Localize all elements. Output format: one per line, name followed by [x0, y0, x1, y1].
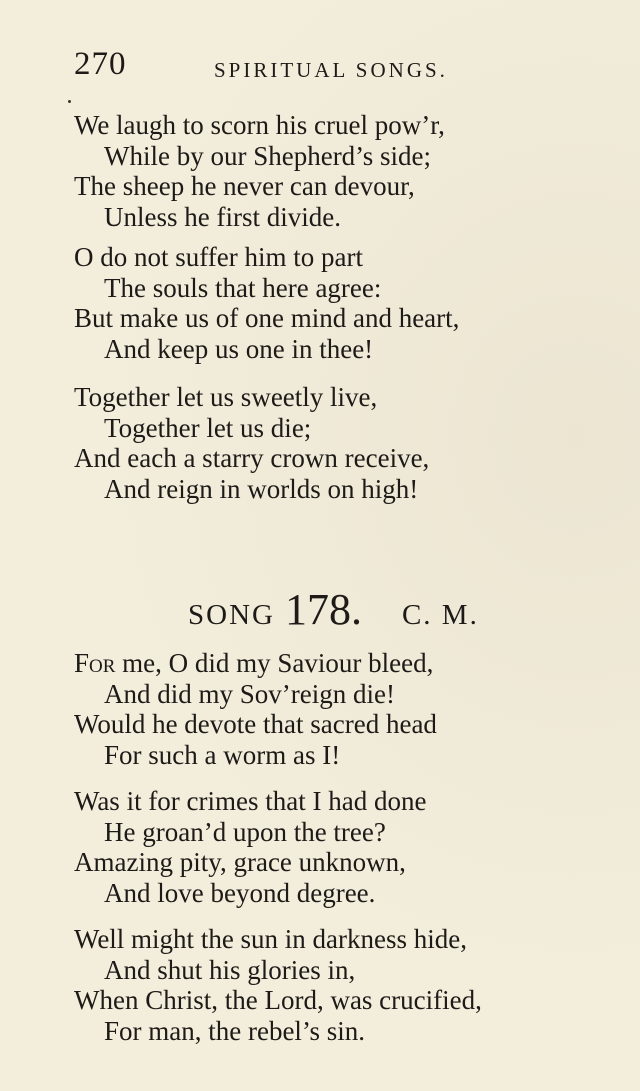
- stanza-3: [74, 382, 574, 504]
- song-meter: C. M.: [401, 599, 479, 631]
- verse-line: Unless he first divide.: [104, 201, 341, 232]
- verse-line: Together let us die;: [104, 412, 312, 443]
- ink-speck: [68, 100, 71, 103]
- verse-line: And each a starry crown receive,: [74, 443, 430, 473]
- verse-line: The sheep he never can devour,: [74, 171, 415, 201]
- verse-line: Well might the sun in darkness hide,: [74, 924, 468, 954]
- verse-line: Amazing pity, grace unknown,: [74, 847, 406, 877]
- verse-line: Together let us sweetly live,: [74, 382, 378, 412]
- song-stanza-1: [74, 648, 574, 770]
- verse-line: But make us of one mind and heart,: [74, 303, 460, 333]
- verse-line: Was it for crimes that I had done: [74, 786, 427, 816]
- verse-line: O do not suffer him to part: [74, 242, 363, 272]
- song-stanza-3: [74, 924, 574, 1046]
- verse-line: And shut his glories in,: [104, 954, 356, 985]
- verse-line: The souls that here agree:: [104, 272, 382, 303]
- verse-line: And love beyond degree.: [104, 877, 376, 908]
- song-heading: [188, 584, 528, 634]
- verse-line: For such a worm as I!: [104, 739, 341, 770]
- song-stanza-2: [74, 786, 574, 908]
- page-header: [74, 46, 554, 90]
- verse-line: And keep us one in thee!: [104, 333, 374, 364]
- verse-line: We laugh to scorn his cruel pow’r,: [74, 110, 445, 140]
- song-number: 178.: [284, 585, 362, 634]
- stanza-2: [74, 242, 574, 364]
- first-word: For: [74, 648, 116, 678]
- verse-line: Would he devote that sacred head: [74, 709, 437, 739]
- running-head: SPIRITUAL SONGS.: [214, 58, 448, 82]
- verse-line: For man, the rebel’s sin.: [104, 1015, 365, 1046]
- first-line-rest: me, O did my Saviour bleed,: [115, 648, 434, 678]
- verse-line: And did my Sov’reign die!: [104, 678, 395, 709]
- verse-line: While by our Shepherd’s side;: [104, 140, 431, 171]
- song-label: SONG: [188, 599, 275, 631]
- stanza-1: [74, 110, 574, 232]
- page-number: 270: [74, 46, 127, 82]
- verse-line: He groan’d upon the tree?: [104, 816, 386, 847]
- verse-line: When Christ, the Lord, was crucified,: [74, 985, 482, 1015]
- verse-line: And reign in worlds on high!: [104, 473, 419, 504]
- verse-line-first: [74, 648, 574, 679]
